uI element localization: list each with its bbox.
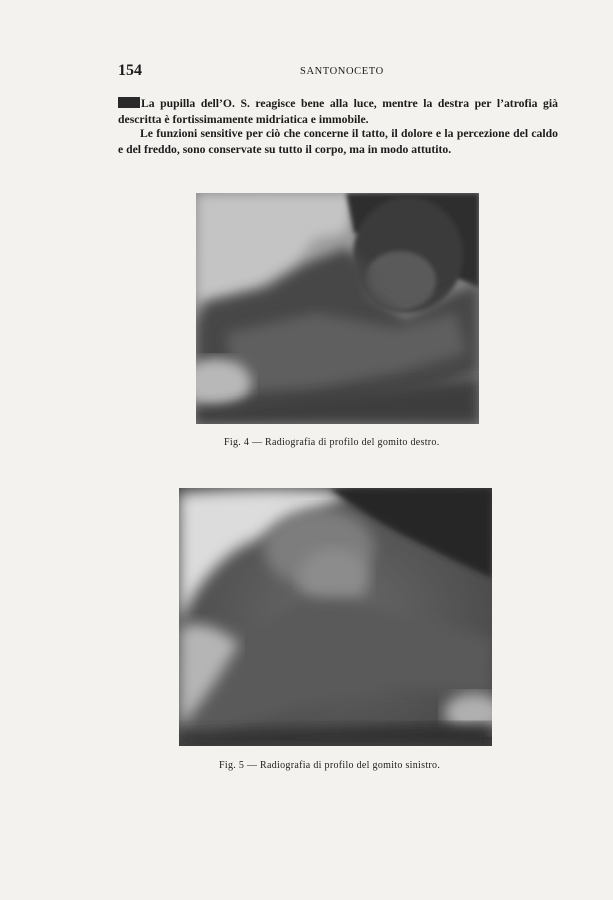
figure-5-caption: Fig. 5 — Radiografia di profilo del gomito sinistro.	[219, 760, 441, 771]
page-number: 154	[118, 62, 142, 79]
ink-blot	[118, 97, 140, 108]
xray-right-elbow	[196, 193, 479, 424]
paragraph-pupil-reaction	[118, 96, 558, 128]
running-head: SANTONOCETO	[300, 66, 384, 77]
paragraph-text: La pupilla dell’O. S. reagisce bene alla luce, mentre la destra per l’atrofia già descritta è fortissimamente midriatica e immobile.	[118, 97, 558, 126]
paragraph-sensory-functions: Le funzioni sensitive per ciò che concerne il tatto, il dolore e la percezione del caldo e del freddo, sono conservate su tutto il corpo, ma in modo attutito.	[118, 127, 558, 156]
figure-4-caption: Fig. 4 — Radiografia di profilo del gomito destro.	[224, 437, 440, 448]
xray-left-elbow	[179, 488, 492, 746]
